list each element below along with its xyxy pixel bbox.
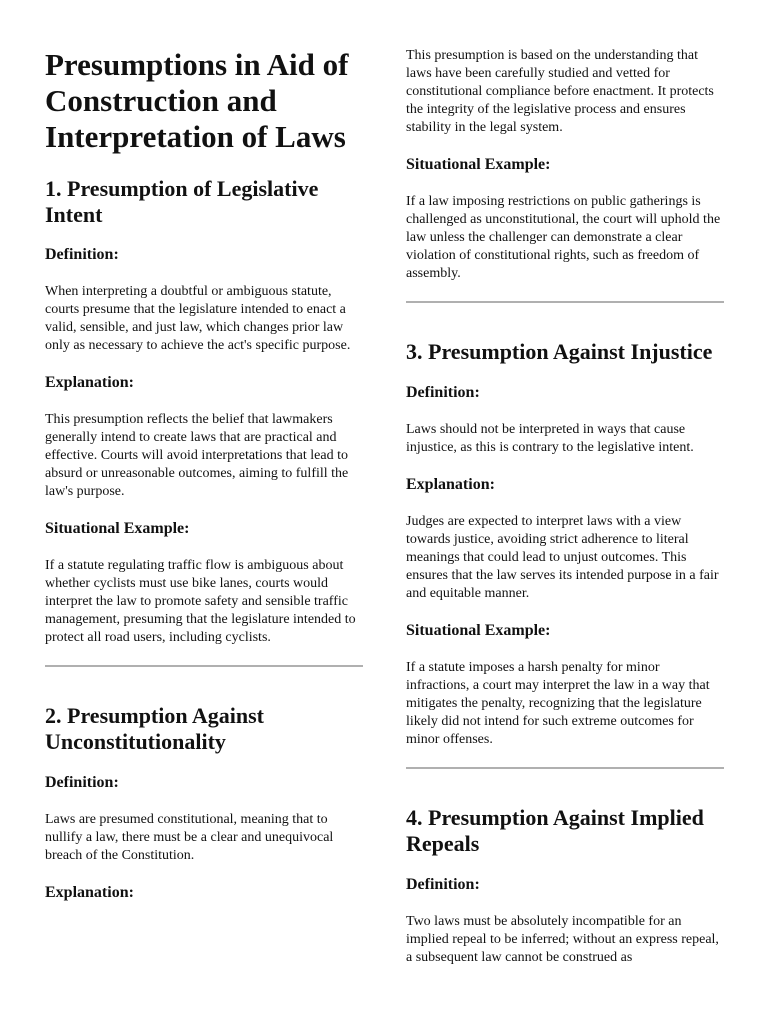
section-1-definition-text: When interpreting a doubtful or ambiguous statute, courts presume that the legislature intended to enact a valid, sensible, and just law, which changes prior law only as necessary to achieve the act's specific purpose. xyxy=(45,284,351,353)
section-divider xyxy=(45,665,363,667)
section-2-example-label: Situational Example: xyxy=(406,156,551,173)
section-2-explanation-text: This presumption is based on the understanding that laws have been carefully studied and vetted for constitutional compliance before enactment. It protects the integrity of the legislative process and ensures stability in the legal system. xyxy=(406,48,714,135)
section-1-heading: 1. Presumption of Legislative Intent xyxy=(45,176,319,227)
section-4-definition-label: Definition: xyxy=(406,876,480,893)
section-3-definition-label: Definition: xyxy=(406,384,480,401)
section-1-explanation-text: This presumption reflects the belief that lawmakers generally intend to create laws that are practical and effective. Courts will avoid interpretations that lead to absurd or unreasonable outcomes, aiming to fulfill the law's purpose. xyxy=(45,412,349,499)
section-2-example-text: If a law imposing restrictions on public gatherings is challenged as unconstitutional, the court will uphold the law unless the challenger can demonstrate a clear violation of constitutional rights, such as freedom of assembly. xyxy=(406,194,721,281)
section-1-example-label: Situational Example: xyxy=(45,520,190,537)
section-1-example-text: If a statute regulating traffic flow is ambiguous about whether cyclists must use bike lanes, courts would interpret the law to promote safety and sensible traffic management, presuming that the legislature intended to protect all road users, including cyclists. xyxy=(45,558,356,645)
section-divider xyxy=(406,301,724,303)
left-column xyxy=(45,0,363,903)
section-4-heading: 4. Presumption Against Implied Repeals xyxy=(406,805,704,856)
section-2-heading: 2. Presumption Against Unconstitutionality xyxy=(45,703,265,754)
section-3-explanation-label: Explanation: xyxy=(406,476,495,493)
section-3-heading: 3. Presumption Against Injustice xyxy=(406,339,713,364)
section-3-explanation-text: Judges are expected to interpret laws with a view towards justice, avoiding strict adherence to literal meanings that could lead to unjust outcomes. This ensures that the law serves its intended purpose in a fair and equitable manner. xyxy=(406,514,719,601)
section-4-definition-text: Two laws must be absolutely incompatible for an implied repeal to be inferred; without an express repeal, a subsequent law cannot be construed as xyxy=(406,914,719,965)
section-1-explanation-label: Explanation: xyxy=(45,374,134,391)
section-3-definition-text: Laws should not be interpreted in ways that cause injustice, as this is contrary to the legislative intent. xyxy=(406,422,694,455)
section-3-example-text: If a statute imposes a harsh penalty for minor infractions, a court may interpret the law in a way that mitigates the penalty, recognizing that the legislature likely did not intend for such extreme outcomes for minor offenses. xyxy=(406,660,710,747)
document-title: Presumptions in Aid of Construction and Interpretation of Laws xyxy=(45,47,349,154)
section-1-definition-label: Definition: xyxy=(45,246,119,263)
section-2-explanation-label: Explanation: xyxy=(45,884,134,901)
section-divider xyxy=(406,767,724,769)
section-2-definition-label: Definition: xyxy=(45,774,119,791)
right-column xyxy=(406,0,724,967)
section-2-definition-text: Laws are presumed constitutional, meaning that to nullify a law, there must be a clear and unequivocal breach of the Constitution. xyxy=(45,812,334,863)
section-3-example-label: Situational Example: xyxy=(406,622,551,639)
